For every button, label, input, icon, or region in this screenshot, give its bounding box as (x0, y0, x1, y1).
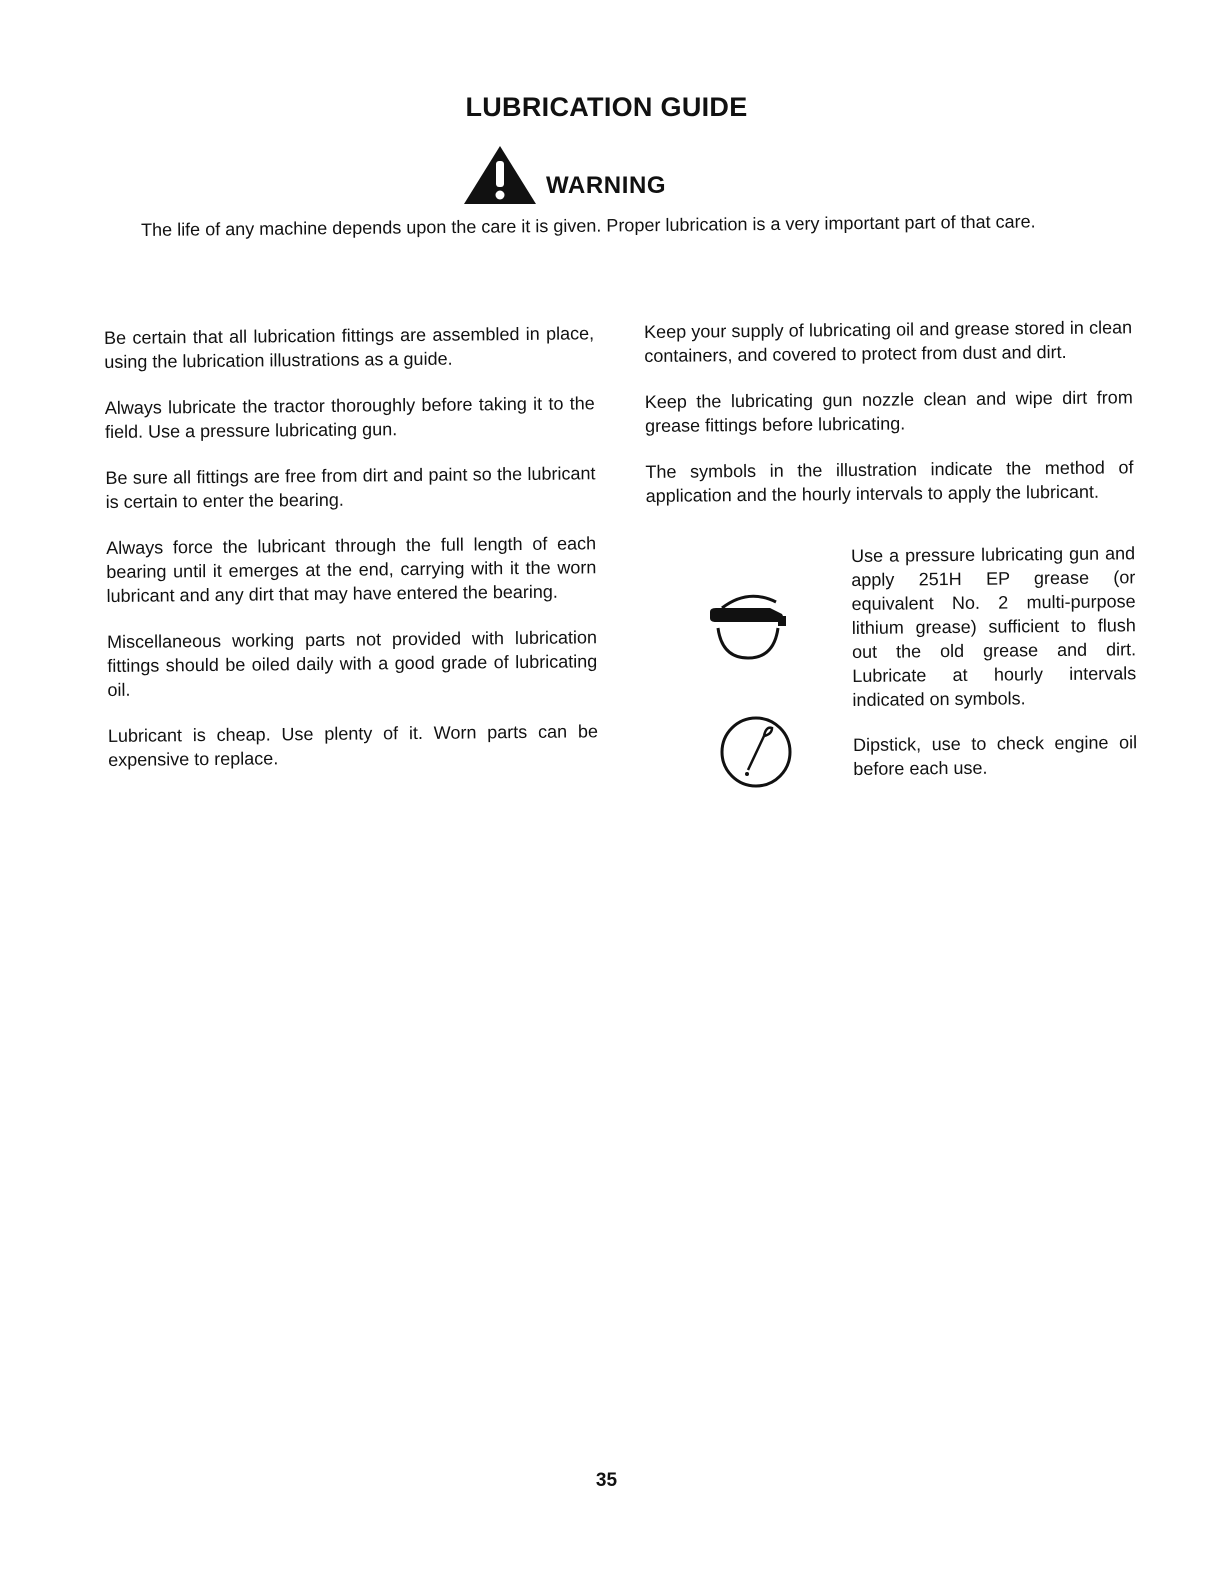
right-column (644, 315, 1134, 530)
paragraph-storage: Keep your supply of lubricating oil and grease stored in clean containers, and covered to protect from dust and dirt. (644, 317, 1133, 366)
warning-label: WARNING (546, 172, 667, 199)
dipstick-symbol-icon (718, 714, 794, 790)
paragraph-gun-nozzle: Keep the lubricating gun nozzle clean and wipe dirt from grease fittings before lubricating. (644, 387, 1133, 436)
paragraph-lubricate-tractor: Always lubricate the tractor thoroughly before taking it to the field. Use a pressure lubricating gun. (104, 393, 595, 442)
paragraph-clean-fittings: Be sure all fittings are free from dirt and paint so the lubricant is certain to enter the bearing. (105, 463, 596, 512)
grease-gun-symbol-icon (704, 588, 792, 664)
paragraph-misc-parts: Miscellaneous working parts not provided with lubrication fittings should be oiled daily with a good grade of lubricating oil. (106, 627, 598, 700)
page-number: 35 (595, 1470, 618, 1491)
warning-header (462, 144, 762, 206)
paragraph-fittings: Be certain that all lubrication fittings are assembled in place, using the lubrication illustrations as a guide. (104, 323, 595, 372)
warning-triangle-icon (462, 144, 538, 206)
paragraph-symbols: The symbols in the illustration indicate the method of application and the hourly intervals to apply the lubricant. (645, 457, 1134, 506)
paragraph-force-lubricant: Always force the lubricant through the full length of each bearing until it emerges at the end, carrying with it the worn lubricant and any dirt that may have entered the bearing. (106, 533, 597, 606)
grease-symbol-text: Use a pressure lubricating gun and apply 251H EP grease (or equivalent No. 2 multi-purpose lithium grease) sufficient to flush out the old grease and dirt. Lubricate at hourly intervals indicated on symbols. (851, 543, 1137, 710)
page-title: LUBRICATION GUIDE (465, 92, 748, 122)
paragraph-lubricant-cheap: Lubricant is cheap. Use plenty of it. Worn parts can be expensive to replace. (107, 721, 599, 770)
dipstick-symbol-text: Dipstick, use to check engine oil before each use. (853, 732, 1138, 779)
intro-paragraph: The life of any machine depends upon the care it is given. Proper lubrication is a very important part of that care. (141, 211, 1036, 240)
left-column (104, 321, 598, 794)
